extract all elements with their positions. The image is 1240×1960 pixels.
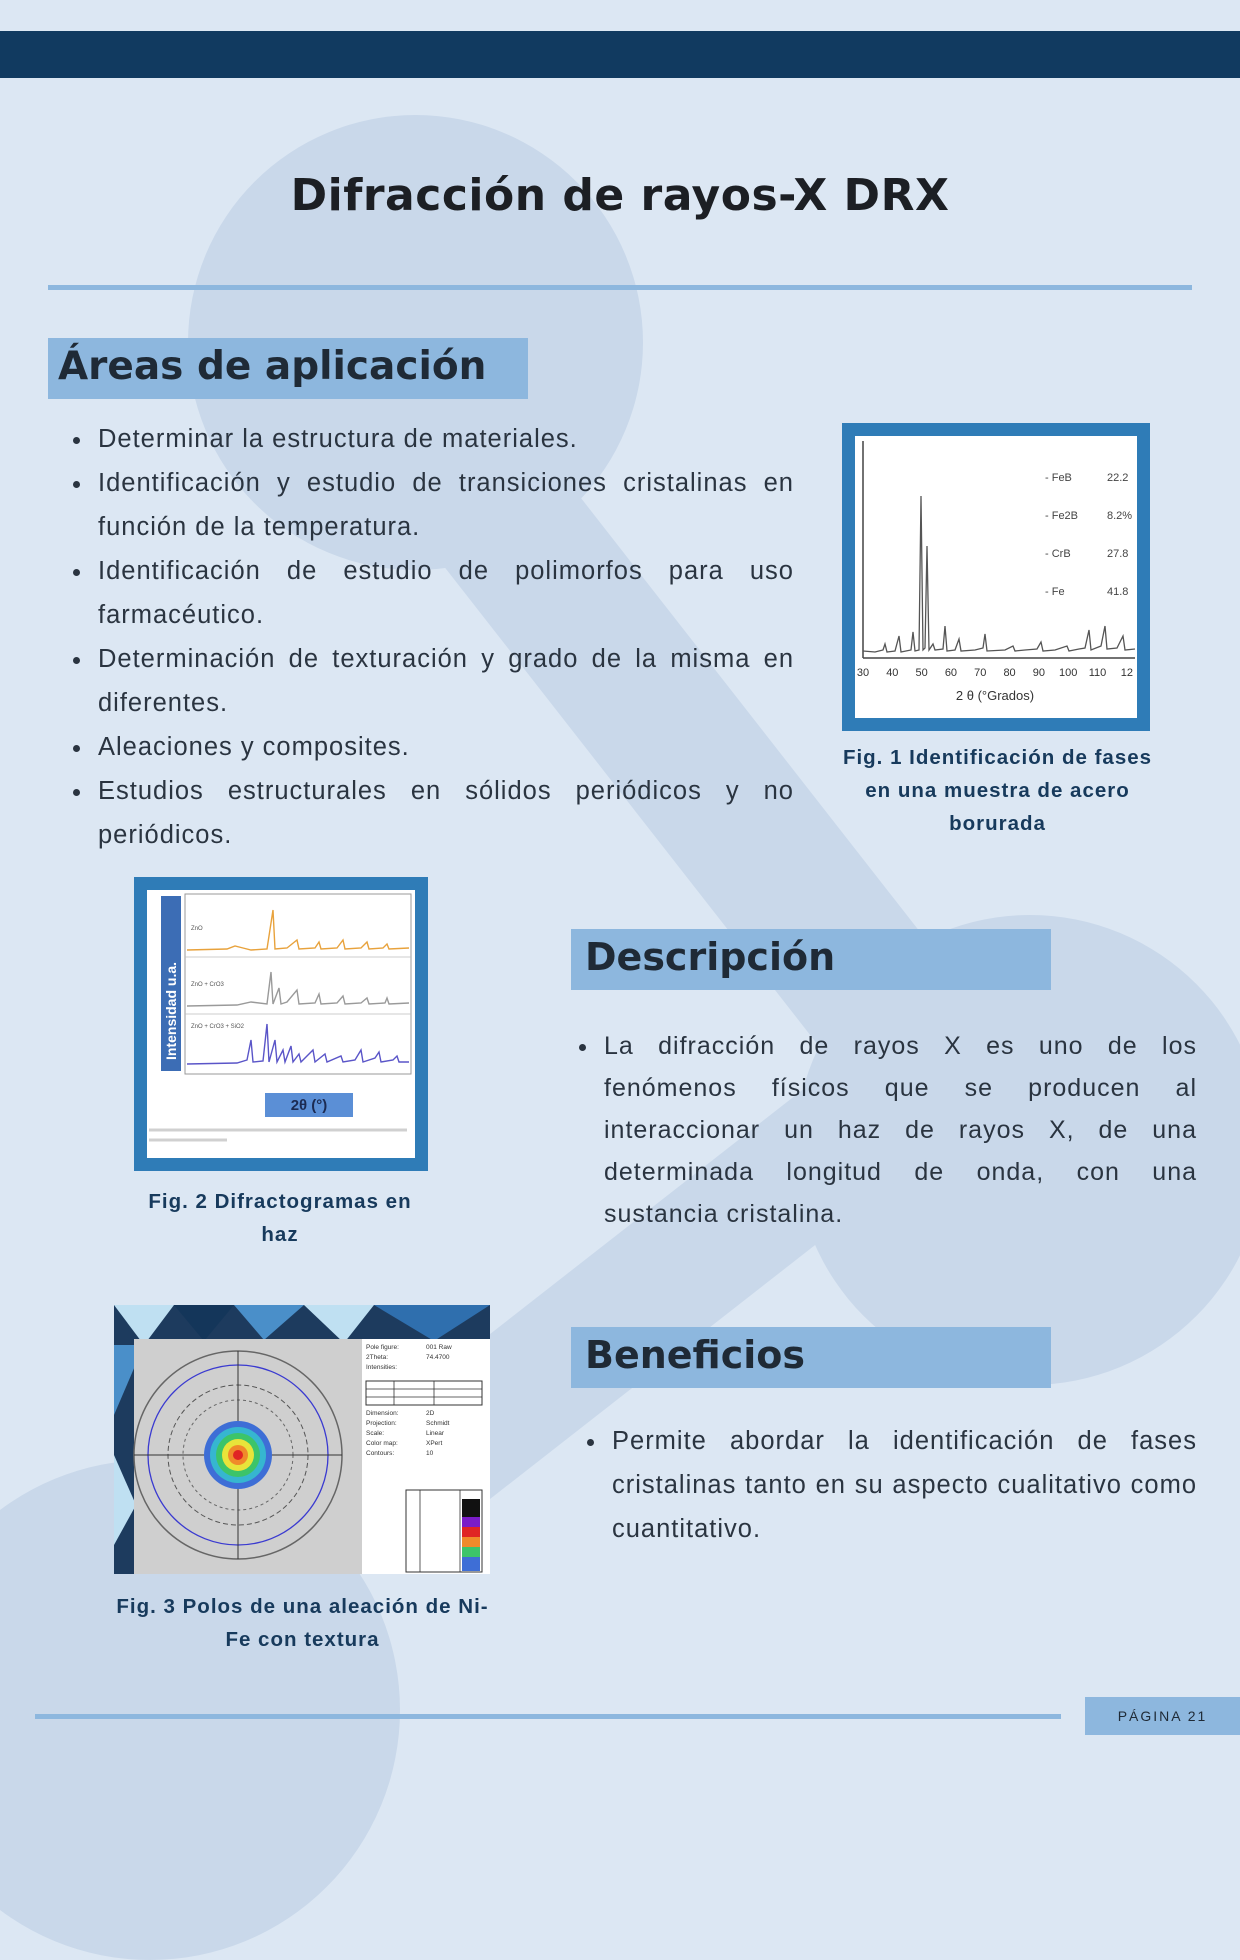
fig1-legend-value: 41.8 [1107, 586, 1129, 598]
fig1-xtick-label: 110 [1088, 667, 1107, 679]
fig3-table-key: Projection: [366, 1420, 397, 1427]
top-banner [0, 31, 1240, 78]
fig1-xtick-label: 40 [886, 667, 899, 679]
footer-rule [35, 1714, 1061, 1719]
fig1-xtick-label: 12 [1120, 667, 1133, 679]
fig1-legend-label: - Fe [1045, 586, 1065, 598]
fig3-table-value: XPert [426, 1440, 443, 1447]
fig1-legend-value: 27.8 [1107, 548, 1129, 560]
list-item: • Aleaciones y composites. [94, 725, 794, 769]
fig1-xtick-label: 80 [1003, 667, 1016, 679]
fig2-frame [134, 877, 428, 1171]
fig3-table-key: Intensities: [366, 1364, 398, 1371]
page-number [1085, 1697, 1240, 1735]
fig3-image [114, 1305, 490, 1574]
page-number-text: PÁGINA 21 [1117, 1708, 1208, 1724]
list-item: • La difracción de rayos X es uno de los fenómenos físicos que se producen al interaccionar un haz de rayos X, de una determinada longitud de onda, con una sustancia cristalina. [600, 1025, 1197, 1235]
fig3-table-key: Pole figure: [366, 1344, 399, 1351]
fig3-table-value: 10 [426, 1450, 434, 1457]
areas-heading [48, 338, 528, 399]
fig1-xlabel: 2 θ (°Grados) [955, 688, 1035, 703]
beneficios-heading [571, 1327, 1051, 1388]
title-rule [48, 285, 1192, 290]
fig3-table-key: Scale: [366, 1430, 385, 1437]
list-item: • Estudios estructurales en sólidos periódicos y no periódicos. [94, 769, 794, 857]
fig2-series-label: ZnO [191, 926, 203, 932]
fig1-xtick-label: 70 [974, 667, 987, 679]
fig1-legend-label: - FeB [1045, 472, 1072, 484]
fig3-table-key: Contours: [366, 1450, 395, 1457]
descripcion-heading [571, 929, 1051, 990]
fig3-table-key: 2Theta: [366, 1354, 389, 1361]
fig3-table-value: Schmidt [426, 1420, 450, 1427]
fig1-legend-label: - CrB [1045, 548, 1071, 560]
fig1-diffractogram [855, 436, 1137, 718]
fig3-table-value: 001 Raw [426, 1344, 452, 1351]
list-item: • Permite abordar la identificación de fases cristalinas tanto en su aspecto cualitativo como cuantitativo. [608, 1419, 1197, 1551]
fig3-table-value: Linear [426, 1430, 445, 1437]
fig2-xlabel: 2θ (°) [290, 1097, 328, 1114]
fig3-table-value: 74.4700 [426, 1354, 450, 1361]
fig2-diffractograms [147, 890, 415, 1158]
beneficios-list [568, 1419, 1197, 1551]
descripcion-list [560, 1025, 1197, 1235]
areas-heading-text: Áreas de aplicación [58, 344, 487, 389]
fig2-series-2 [187, 972, 409, 1006]
list-item: • Identificación de estudio de polimorfos para uso farmacéutico. [94, 549, 794, 637]
fig1-xtick-label: 30 [856, 667, 870, 679]
fig1-xtick-label: 50 [915, 667, 928, 679]
beneficios-heading-text: Beneficios [585, 1333, 806, 1377]
fig1-legend-label: - Fe2B [1045, 510, 1079, 522]
list-item: • Determinación de texturación y grado de la misma en diferentes. [94, 637, 794, 725]
fig2-series-3 [187, 1024, 409, 1064]
fig2-series-1 [187, 910, 409, 950]
fig1-legend-value: 8.2% [1107, 510, 1133, 522]
fig3-table-key: Dimension: [366, 1410, 399, 1417]
fig2-series-label: ZnO + CrO3 [191, 982, 224, 988]
fig1-xtick-label: 60 [944, 667, 958, 679]
descripcion-heading-text: Descripción [585, 935, 836, 979]
fig2-ylabel: Intensidad u.a. [163, 961, 179, 1060]
fig1-frame [842, 423, 1150, 731]
fig3-table-value: 2D [426, 1410, 435, 1417]
fig1-caption: Fig. 1 Identificación de fases en una muestra de acero borurada [842, 746, 1153, 835]
areas-list [54, 417, 794, 857]
fig1-xtick-label: 100 [1059, 667, 1078, 679]
fig3-caption: Fig. 3 Polos de una aleación de Ni-Fe con textura [116, 1595, 489, 1651]
page-title: Difracción de rayos-X DRX [290, 170, 950, 221]
fig3-table-key: Color map: [366, 1440, 398, 1447]
fig1-xtick-label: 90 [1032, 667, 1046, 679]
fig2-caption: Fig. 2 Difractogramas en haz [148, 1190, 412, 1246]
list-item: • Identificación y estudio de transiciones cristalinas en función de la temperatura. [94, 461, 794, 549]
list-item: • Determinar la estructura de materiales. [94, 417, 794, 461]
fig2-series-label: ZnO + CrO3 + SiO2 [191, 1024, 245, 1030]
fig1-legend-value: 22.2 [1107, 472, 1129, 484]
